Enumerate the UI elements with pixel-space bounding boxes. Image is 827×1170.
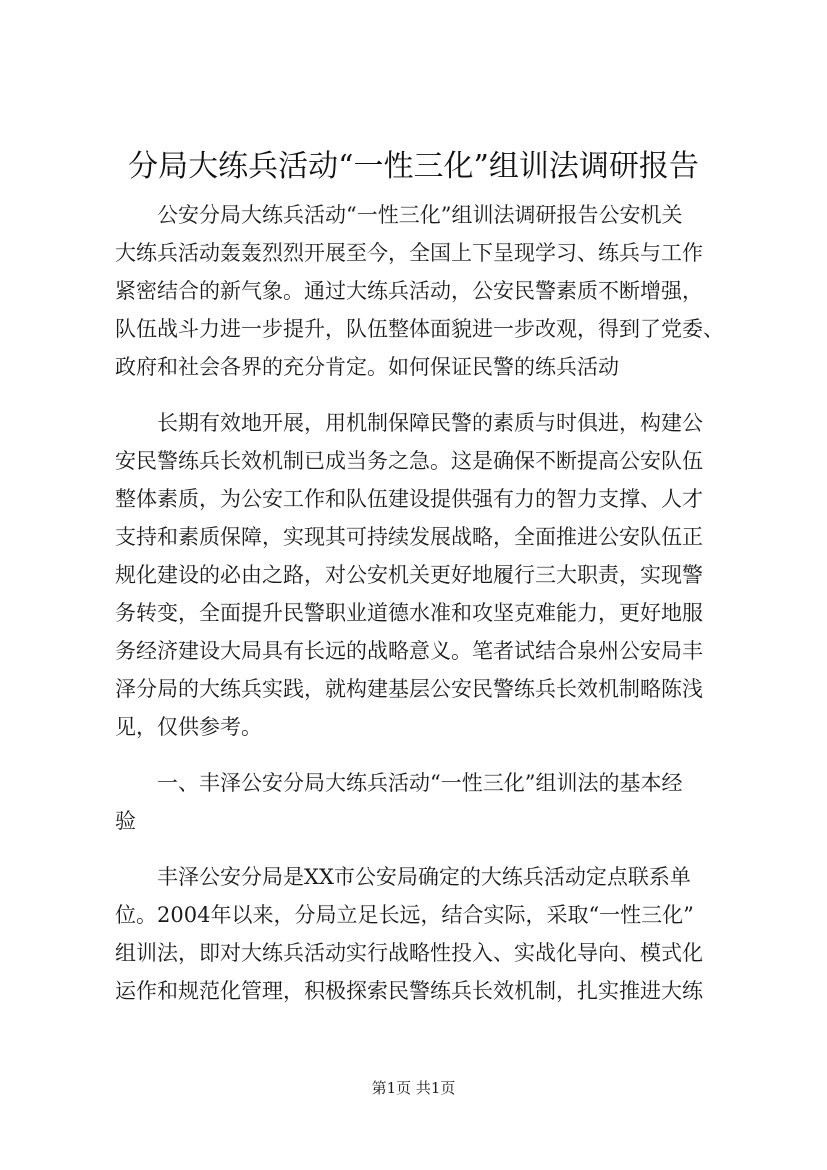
paragraph-line: 大练兵活动轰轰烈烈开展至今，全国上下呈现学习、练兵与工作 [115,241,703,265]
section-heading-line: 验 [115,809,136,833]
paragraph-line: 位。2004年以来，分局立足长远，结合实际，采取“一性三化” [115,903,694,927]
paragraph-line: 组训法，即对大练兵活动实行战略性投入、实战化导向、模式化 [115,941,703,965]
paragraph-line: 整体素质，为公安工作和队伍建设提供强有力的智力支撑、人才 [115,487,703,511]
paragraph-line: 紧密结合的新气象。通过大练兵活动，公安民警素质不断增强， [115,279,703,303]
paragraph-line: 丰泽公安分局是XX市公安局确定的大练兵活动定点联系单 [157,865,691,889]
document-title: 分局大练兵活动“一性三化”组训法调研报告 [128,149,699,184]
paragraph-line: 队伍战斗力进一步提升，队伍整体面貌进一步改观，得到了党委、 [115,317,724,341]
paragraph-line: 泽分局的大练兵实践，就构建基层公安民警练兵长效机制略陈浅 [115,677,703,701]
paragraph-line: 规化建设的必由之路，对公安机关更好地履行三大职责，实现警 [115,563,703,587]
paragraph-line: 公安分局大练兵活动“一性三化”组训法调研报告公安机关 [157,203,683,227]
paragraph-line: 务转变，全面提升民警职业道德水准和攻坚克难能力，更好地服 [115,601,703,625]
paragraph-line: 政府和社会各界的充分肯定。如何保证民警的练兵活动 [115,355,619,379]
paragraph-line: 见，仅供参考。 [115,715,262,739]
section-heading-line: 一、丰泽公安分局大练兵活动“一性三化”组训法的基本经 [157,771,683,795]
paragraph-line: 支持和素质保障，实现其可持续发展战略，全面推进公安队伍正 [115,525,703,549]
paragraph-line: 安民警练兵长效机制已成当务之急。这是确保不断提高公安队伍 [115,449,703,473]
paragraph-line: 长期有效地开展，用机制保障民警的素质与时俱进，构建公 [157,411,703,435]
paragraph-line: 运作和规范化管理，积极探索民警练兵长效机制，扎实推进大练 [115,979,703,1003]
paragraph-line: 务经济建设大局具有长远的战略意义。笔者试结合泉州公安局丰 [115,639,703,663]
page-number-footer: 第1页 共1页 [371,1079,456,1097]
